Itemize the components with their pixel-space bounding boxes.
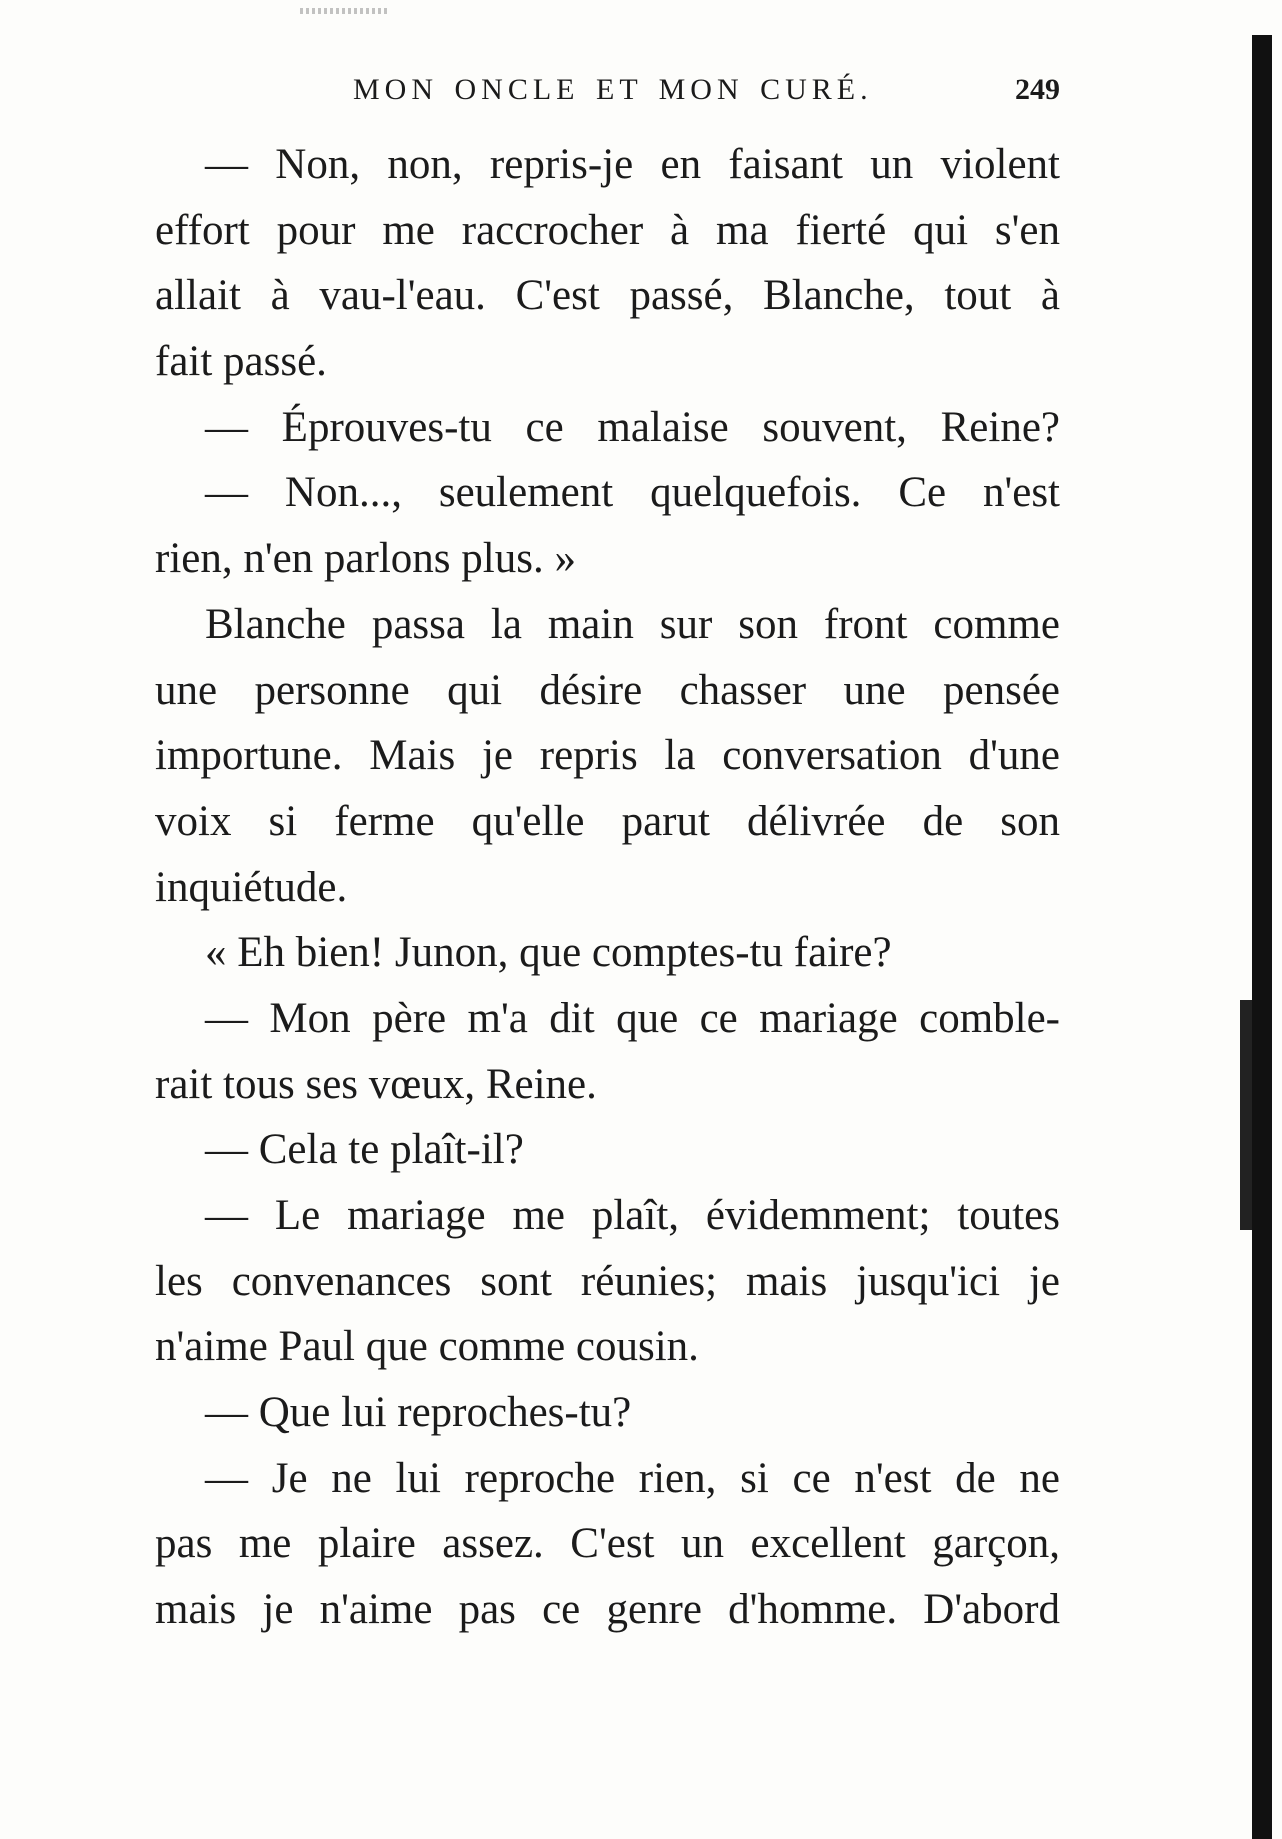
text-line: — Cela te plaît-il? — [205, 1126, 524, 1174]
text-line: allait à vau-l'eau. C'est passé, Blanche, tout à — [155, 272, 1060, 320]
text-line: — Mon père m'a dit que ce mariage comble- — [205, 994, 1060, 1042]
text-line: les convenances sont réunies; mais jusqu'ici je — [155, 1257, 1060, 1305]
text-line: une personne qui désire chasser une pensée — [155, 666, 1060, 714]
text-line: rait tous ses vœux, Reine. — [155, 1060, 597, 1108]
text-line: rien, n'en parlons plus. » — [155, 535, 576, 583]
text-line: — Que lui reproches-tu? — [205, 1389, 632, 1437]
text-line: — Non, non, repris-je en faisant un violent — [205, 141, 1060, 188]
text-line: pas me plaire assez. C'est un excellent garçon, — [155, 1520, 1060, 1568]
text-line: n'aime Paul que comme cousin. — [155, 1323, 699, 1371]
page-number: 249 — [1015, 73, 1060, 106]
running-title: MON ONCLE ET MON CURÉ. — [353, 73, 873, 106]
text-line: — Le mariage me plaît, évidemment; toutes — [205, 1192, 1060, 1239]
scan-binding-edge — [1252, 35, 1272, 1839]
text-line: importune. Mais je repris la conversation d'une — [155, 732, 1060, 780]
scan-binding-shadow — [1232, 1000, 1252, 1230]
scan-artifact — [300, 8, 390, 14]
text-line: voix si ferme qu'elle parut délivrée de son — [155, 797, 1060, 845]
body-text — [155, 132, 1060, 1643]
text-line: mais je n'aime pas ce genre d'homme. D'abord — [155, 1586, 1060, 1634]
text-line: fait passé. — [155, 338, 327, 386]
text-line: inquiétude. — [155, 863, 348, 911]
text-line: — Je ne lui reproche rien, si ce n'est de ne — [205, 1454, 1060, 1502]
text-line: — Éprouves-tu ce malaise souvent, Reine? — [205, 403, 1060, 451]
text-line: Blanche passa la main sur son front comme — [205, 600, 1060, 648]
text-line: « Eh bien! Junon, que comptes-tu faire? — [205, 929, 892, 977]
text-line: effort pour me raccrocher à ma fierté qui s'en — [155, 206, 1060, 254]
page-header — [155, 70, 1060, 110]
text-line: — Non..., seulement quelquefois. Ce n'est — [205, 469, 1060, 517]
